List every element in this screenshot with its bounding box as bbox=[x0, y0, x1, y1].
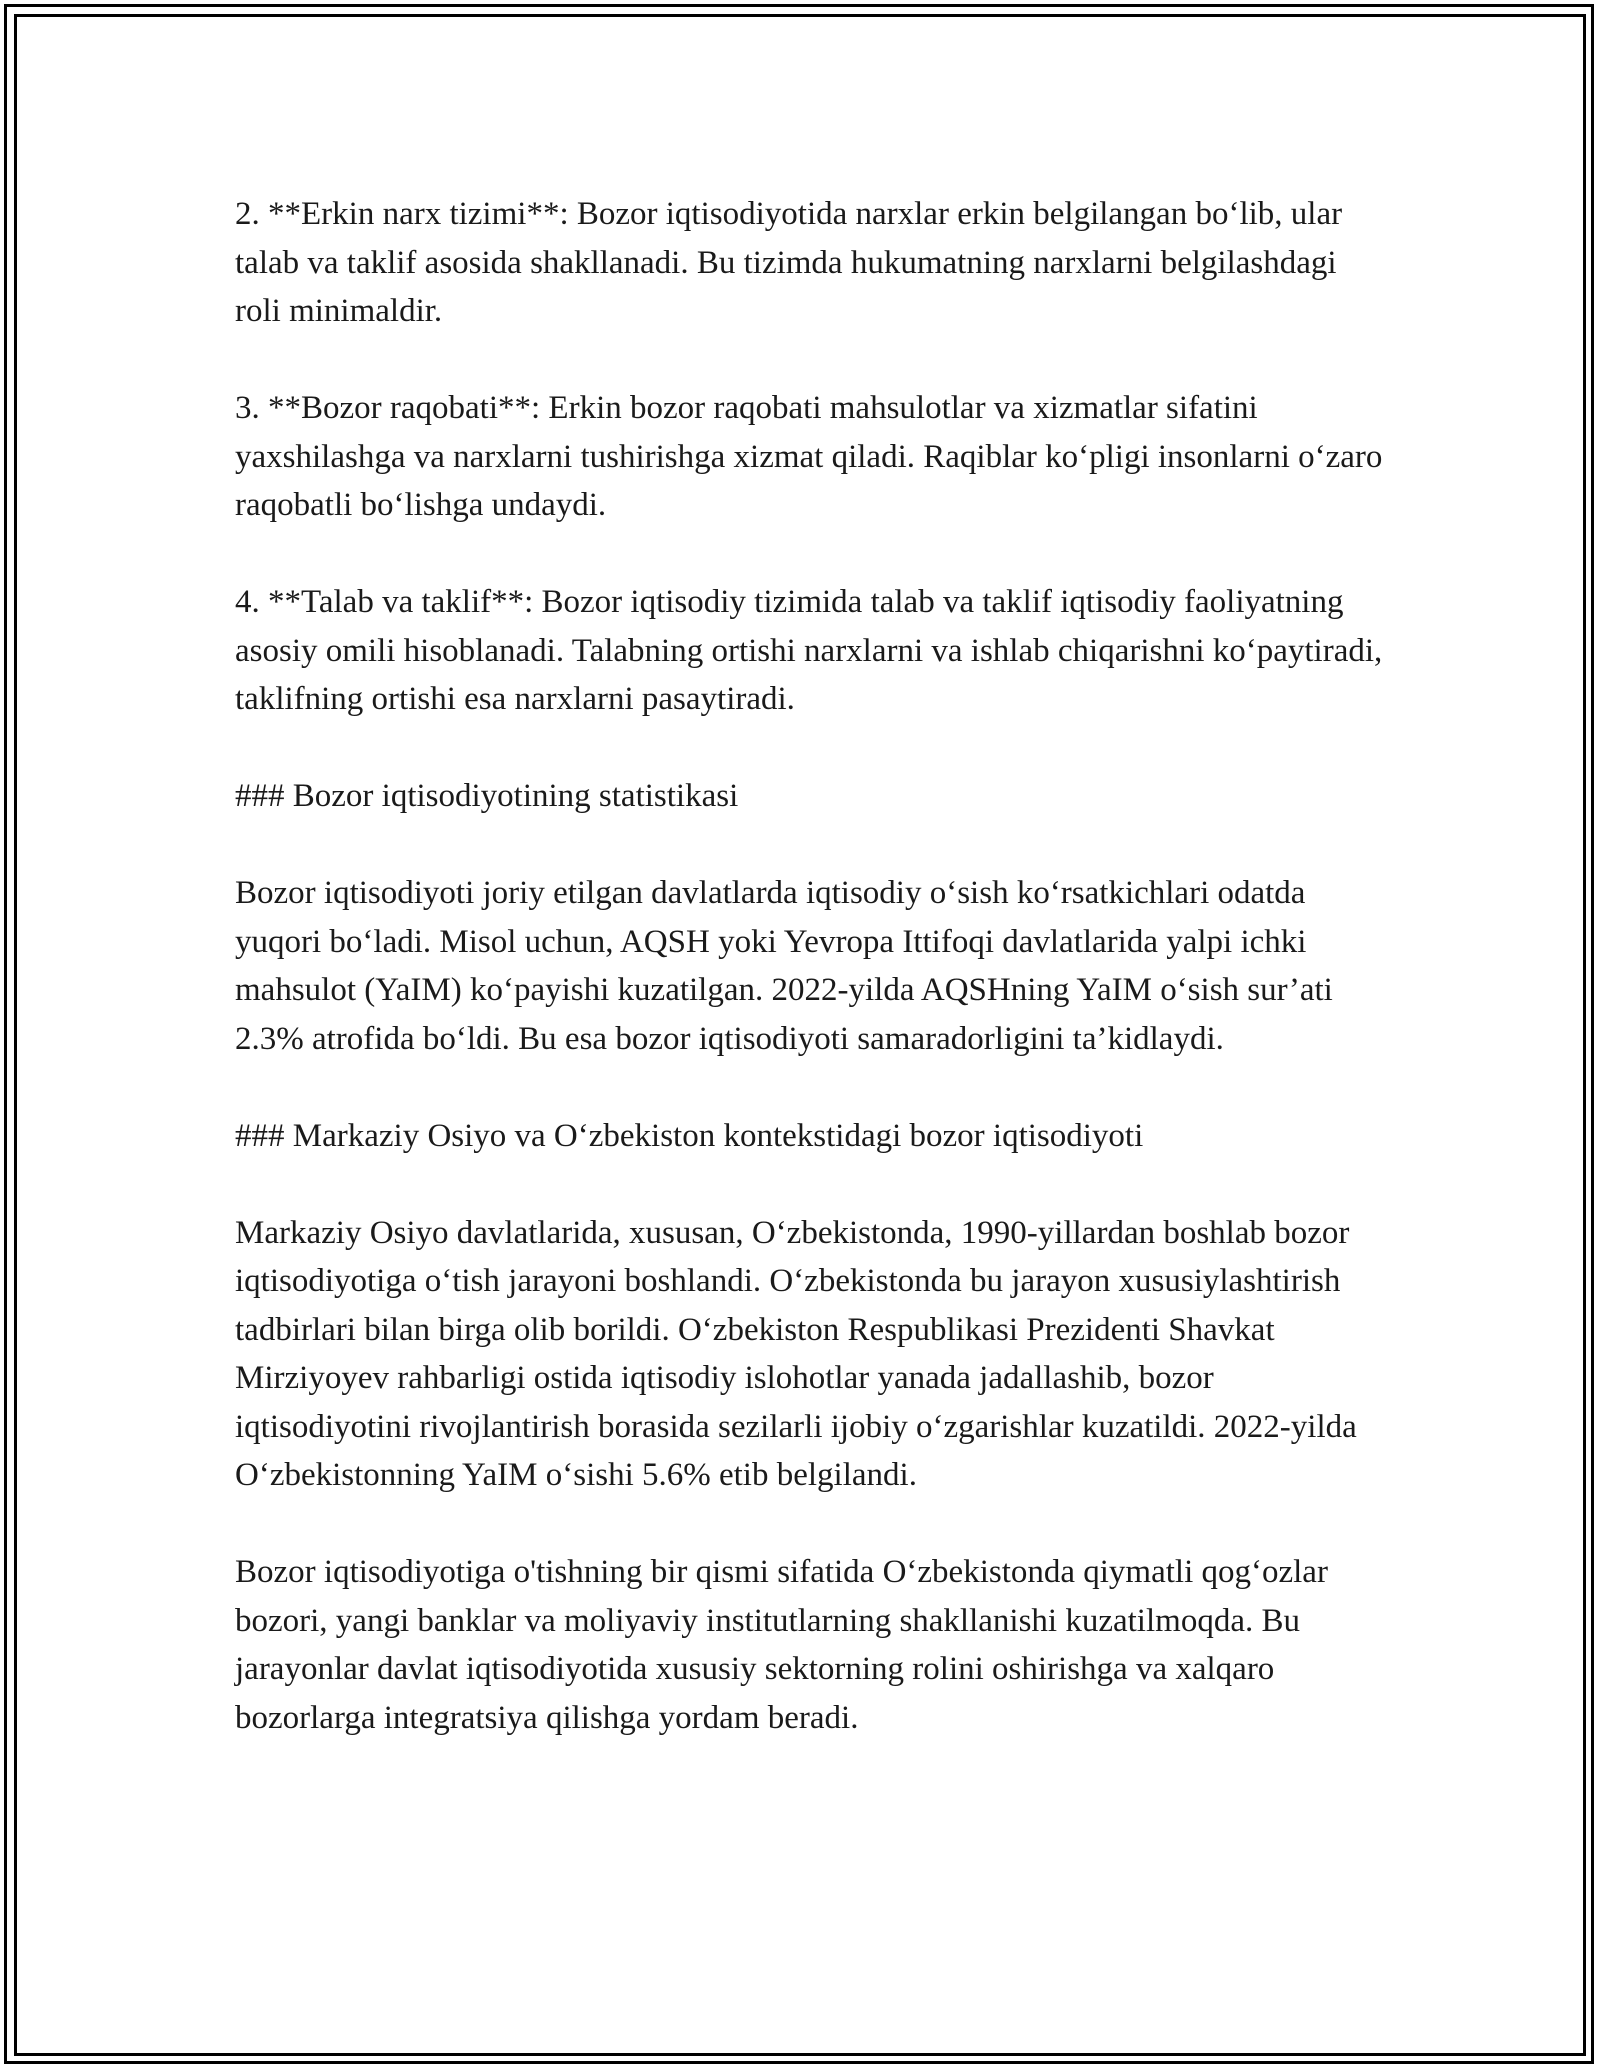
paragraph-talab-va-taklif: 4. **Talab va taklif**: Bozor iqtisodiy tizimida talab va taklif iqtisodiy faoliyatning asosiy omili hisoblanadi. Talabning ortishi narxlarni va ishlab chiqarishni ko‘paytiradi, taklifning ortishi esa narxlarni pasaytiradi. bbox=[235, 584, 1383, 717]
paragraph-markaziy-osiyo: Markaziy Osiyo davlatlarida, xususan, O‘zbekistonda, 1990-yillardan boshlab bozor iqtisodiyotiga o‘tish jarayoni boshlandi. O‘zbekistonda bu jarayon xususiylashtirish tadbirlari bilan birga olib borildi. O‘zbekiston Respublikasi Prezidenti Shavkat Mirziyoyev rahbarligi ostida iqtisodiy islohotlar yanada jadallashib, bozor iqtisodiyotini rivojlantirish borasida sezilarli ijobiy o‘zgarishlar kuzatildi. 2022-yilda O‘zbekistonning YaIM o‘sishi 5.6% etib belgilandi. bbox=[235, 1214, 1357, 1493]
heading-markaziy-osiyo: ### Markaziy Osiyo va O‘zbekiston kontekstidagi bozor iqtisodiyoti bbox=[235, 1117, 1144, 1154]
heading-statistika: ### Bozor iqtisodiyotining statistikasi bbox=[235, 778, 739, 814]
paragraph-erkin-narx-tizimi: 2. **Erkin narx tizimi**: Bozor iqtisodiyotida narxlar erkin belgilangan bo‘lib, ular talab va taklif asosida shakllanadi. Bu tizimda hukumatning narxlarni belgilashdagi roli minimaldir. bbox=[235, 196, 1343, 329]
paragraph-statistika: Bozor iqtisodiyoti joriy etilgan davlatlarda iqtisodiy o‘sish ko‘rsatkichlari odatda yuqori bo‘ladi. Misol uchun, AQSH yoki Yevropa Ittifoqi davlatlarida yalpi ichki mahsulot (YaIM) ko‘payishi kuzatilgan. 2022-yilda AQSHning YaIM o‘sish sur’ati 2.3% atrofida bo‘ldi. Bu esa bozor iqtisodiyoti samaradorligini ta’kidlaydi. bbox=[235, 875, 1333, 1057]
paragraph-bozor-raqobati: 3. **Bozor raqobati**: Erkin bozor raqobati mahsulotlar va xizmatlar sifatini yaxshilashga va narxlarni tushirishga xizmat qiladi. Raqiblar ko‘pligi insonlarni o‘zaro raqobatli bo‘lishga undaydi. bbox=[235, 390, 1383, 523]
paragraph-qimmatli-qogozlar: Bozor iqtisodiyotiga o'tishning bir qismi sifatida O‘zbekistonda qiymatli qog‘ozlar bozori, yangi banklar va moliyaviy institutlarning shakllanishi kuzatilmoqda. Bu jarayonlar davlat iqtisodiyotida xususiy sektorning rolini oshirishga va xalqaro bozorlarga integratsiya qilishga yordam beradi. bbox=[235, 1554, 1328, 1736]
document-body bbox=[235, 190, 1385, 1791]
